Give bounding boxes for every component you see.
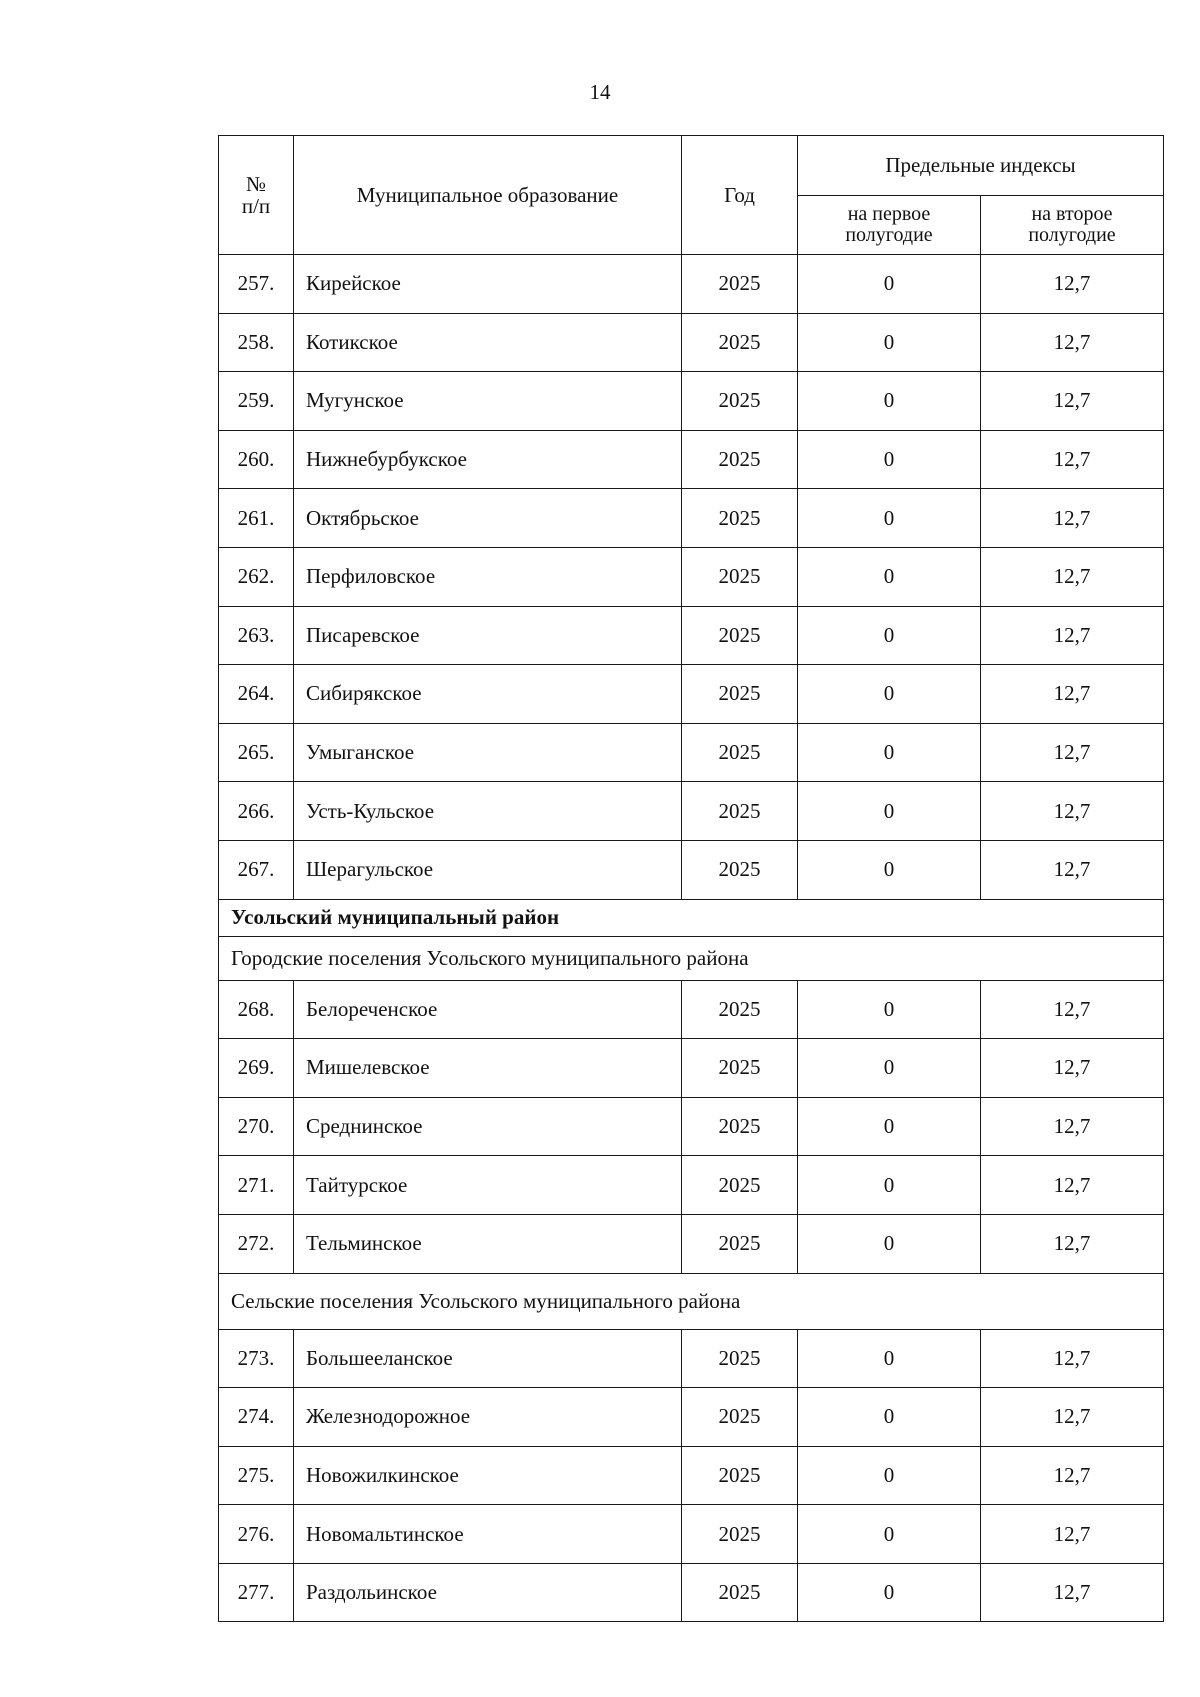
municipality-name: Нижнебурбукское (294, 430, 682, 489)
year-cell: 2025 (682, 1329, 798, 1388)
table-row (219, 782, 1164, 841)
table-row (219, 606, 1164, 665)
urban-settlements-heading-row (219, 936, 1164, 980)
row-number: 277. (219, 1563, 294, 1622)
first-half-index: 0 (798, 1563, 981, 1622)
first-half-index: 0 (798, 1039, 981, 1098)
second-half-index: 12,7 (981, 547, 1164, 606)
year-cell: 2025 (682, 1563, 798, 1622)
row-number: 257. (219, 255, 294, 314)
table-row (219, 665, 1164, 724)
year-cell: 2025 (682, 489, 798, 548)
first-half-index: 0 (798, 723, 981, 782)
second-half-index: 12,7 (981, 1446, 1164, 1505)
second-half-index: 12,7 (981, 606, 1164, 665)
first-half-index: 0 (798, 489, 981, 548)
table-row (219, 255, 1164, 314)
row-number: 271. (219, 1156, 294, 1215)
first-half-index: 0 (798, 1097, 981, 1156)
first-half-index: 0 (798, 840, 981, 899)
year-cell: 2025 (682, 372, 798, 431)
table-row (219, 313, 1164, 372)
table-row (219, 1388, 1164, 1447)
row-number: 273. (219, 1329, 294, 1388)
year-cell: 2025 (682, 1446, 798, 1505)
first-half-index: 0 (798, 313, 981, 372)
year-cell: 2025 (682, 782, 798, 841)
table-row (219, 723, 1164, 782)
first-half-index: 0 (798, 430, 981, 489)
table-row (219, 1446, 1164, 1505)
second-half-index: 12,7 (981, 1388, 1164, 1447)
municipality-name: Тайтурское (294, 1156, 682, 1215)
municipality-name: Большееланское (294, 1329, 682, 1388)
first-half-index: 0 (798, 606, 981, 665)
municipality-name: Среднинское (294, 1097, 682, 1156)
municipality-name: Перфиловское (294, 547, 682, 606)
second-half-index: 12,7 (981, 313, 1164, 372)
municipality-name: Новожилкинское (294, 1446, 682, 1505)
year-cell: 2025 (682, 1388, 798, 1447)
second-half-index: 12,7 (981, 1505, 1164, 1564)
municipality-name: Белореченское (294, 980, 682, 1039)
second-half-index: 12,7 (981, 840, 1164, 899)
second-half-index: 12,7 (981, 1329, 1164, 1388)
table-row (219, 372, 1164, 431)
year-cell: 2025 (682, 1505, 798, 1564)
rural-settlements-heading: Сельские поселения Усольского муниципального района (219, 1273, 1164, 1329)
first-half-index: 0 (798, 1214, 981, 1273)
first-half-index: 0 (798, 1329, 981, 1388)
first-half-index: 0 (798, 372, 981, 431)
table-row (219, 1505, 1164, 1564)
municipality-name: Котикское (294, 313, 682, 372)
table-row (219, 1156, 1164, 1215)
row-number: 259. (219, 372, 294, 431)
year-cell: 2025 (682, 255, 798, 314)
district-title-row (219, 899, 1164, 936)
second-half-index: 12,7 (981, 665, 1164, 724)
second-half-index: 12,7 (981, 1563, 1164, 1622)
first-half-index: 0 (798, 782, 981, 841)
urban-settlements-heading: Городские поселения Усольского муниципального района (219, 936, 1164, 980)
row-number: 264. (219, 665, 294, 724)
year-cell: 2025 (682, 840, 798, 899)
row-number: 263. (219, 606, 294, 665)
table-row (219, 489, 1164, 548)
rural-settlements-heading-row (219, 1273, 1164, 1329)
row-number: 274. (219, 1388, 294, 1447)
header-num: № п/п (219, 136, 294, 255)
row-number: 275. (219, 1446, 294, 1505)
municipality-name: Усть-Кульское (294, 782, 682, 841)
table-row (219, 1214, 1164, 1273)
table-row (219, 840, 1164, 899)
year-cell: 2025 (682, 665, 798, 724)
row-number: 266. (219, 782, 294, 841)
municipality-name: Раздольинское (294, 1563, 682, 1622)
second-half-index: 12,7 (981, 782, 1164, 841)
first-half-index: 0 (798, 1446, 981, 1505)
row-number: 260. (219, 430, 294, 489)
second-half-index: 12,7 (981, 723, 1164, 782)
first-half-index: 0 (798, 665, 981, 724)
row-number: 269. (219, 1039, 294, 1098)
second-half-index: 12,7 (981, 372, 1164, 431)
second-half-index: 12,7 (981, 255, 1164, 314)
year-cell: 2025 (682, 313, 798, 372)
row-number: 265. (219, 723, 294, 782)
header-limit-indexes: Предельные индексы (798, 136, 1164, 196)
first-half-index: 0 (798, 1388, 981, 1447)
year-cell: 2025 (682, 1097, 798, 1156)
district-title: Усольский муниципальный район (219, 899, 1164, 936)
table-row (219, 1329, 1164, 1388)
row-number: 268. (219, 980, 294, 1039)
table-row (219, 1563, 1164, 1622)
limit-indexes-table (218, 135, 1164, 1622)
row-number: 276. (219, 1505, 294, 1564)
second-half-index: 12,7 (981, 1097, 1164, 1156)
first-half-index: 0 (798, 1156, 981, 1215)
page-number: 14 (589, 80, 611, 104)
row-number: 261. (219, 489, 294, 548)
first-half-index: 0 (798, 980, 981, 1039)
year-cell: 2025 (682, 430, 798, 489)
first-half-index: 0 (798, 255, 981, 314)
year-cell: 2025 (682, 1156, 798, 1215)
second-half-index: 12,7 (981, 489, 1164, 548)
table-row (219, 547, 1164, 606)
second-half-index: 12,7 (981, 430, 1164, 489)
header-first-half: на первое полугодие (798, 196, 981, 255)
first-half-index: 0 (798, 547, 981, 606)
second-half-index: 12,7 (981, 1214, 1164, 1273)
header-municipality: Муниципальное образование (294, 136, 682, 255)
municipality-name: Железнодорожное (294, 1388, 682, 1447)
second-half-index: 12,7 (981, 980, 1164, 1039)
municipality-name: Тельминское (294, 1214, 682, 1273)
first-half-index: 0 (798, 1505, 981, 1564)
second-half-index: 12,7 (981, 1039, 1164, 1098)
municipality-name: Сибирякское (294, 665, 682, 724)
year-cell: 2025 (682, 606, 798, 665)
table-row (219, 430, 1164, 489)
municipality-name: Мишелевское (294, 1039, 682, 1098)
table-row (219, 1097, 1164, 1156)
row-number: 272. (219, 1214, 294, 1273)
second-half-index: 12,7 (981, 1156, 1164, 1215)
year-cell: 2025 (682, 723, 798, 782)
year-cell: 2025 (682, 1214, 798, 1273)
municipality-name: Октябрьское (294, 489, 682, 548)
municipality-name: Писаревское (294, 606, 682, 665)
row-number: 262. (219, 547, 294, 606)
row-number: 270. (219, 1097, 294, 1156)
year-cell: 2025 (682, 980, 798, 1039)
municipality-name: Умыганское (294, 723, 682, 782)
header-year: Год (682, 136, 798, 255)
table-row (219, 1039, 1164, 1098)
header-second-half: на второе полугодие (981, 196, 1164, 255)
municipality-name: Шерагульское (294, 840, 682, 899)
municipality-name: Кирейское (294, 255, 682, 314)
municipality-name: Мугунское (294, 372, 682, 431)
year-cell: 2025 (682, 1039, 798, 1098)
municipality-name: Новомальтинское (294, 1505, 682, 1564)
row-number: 258. (219, 313, 294, 372)
year-cell: 2025 (682, 547, 798, 606)
table-row (219, 980, 1164, 1039)
row-number: 267. (219, 840, 294, 899)
